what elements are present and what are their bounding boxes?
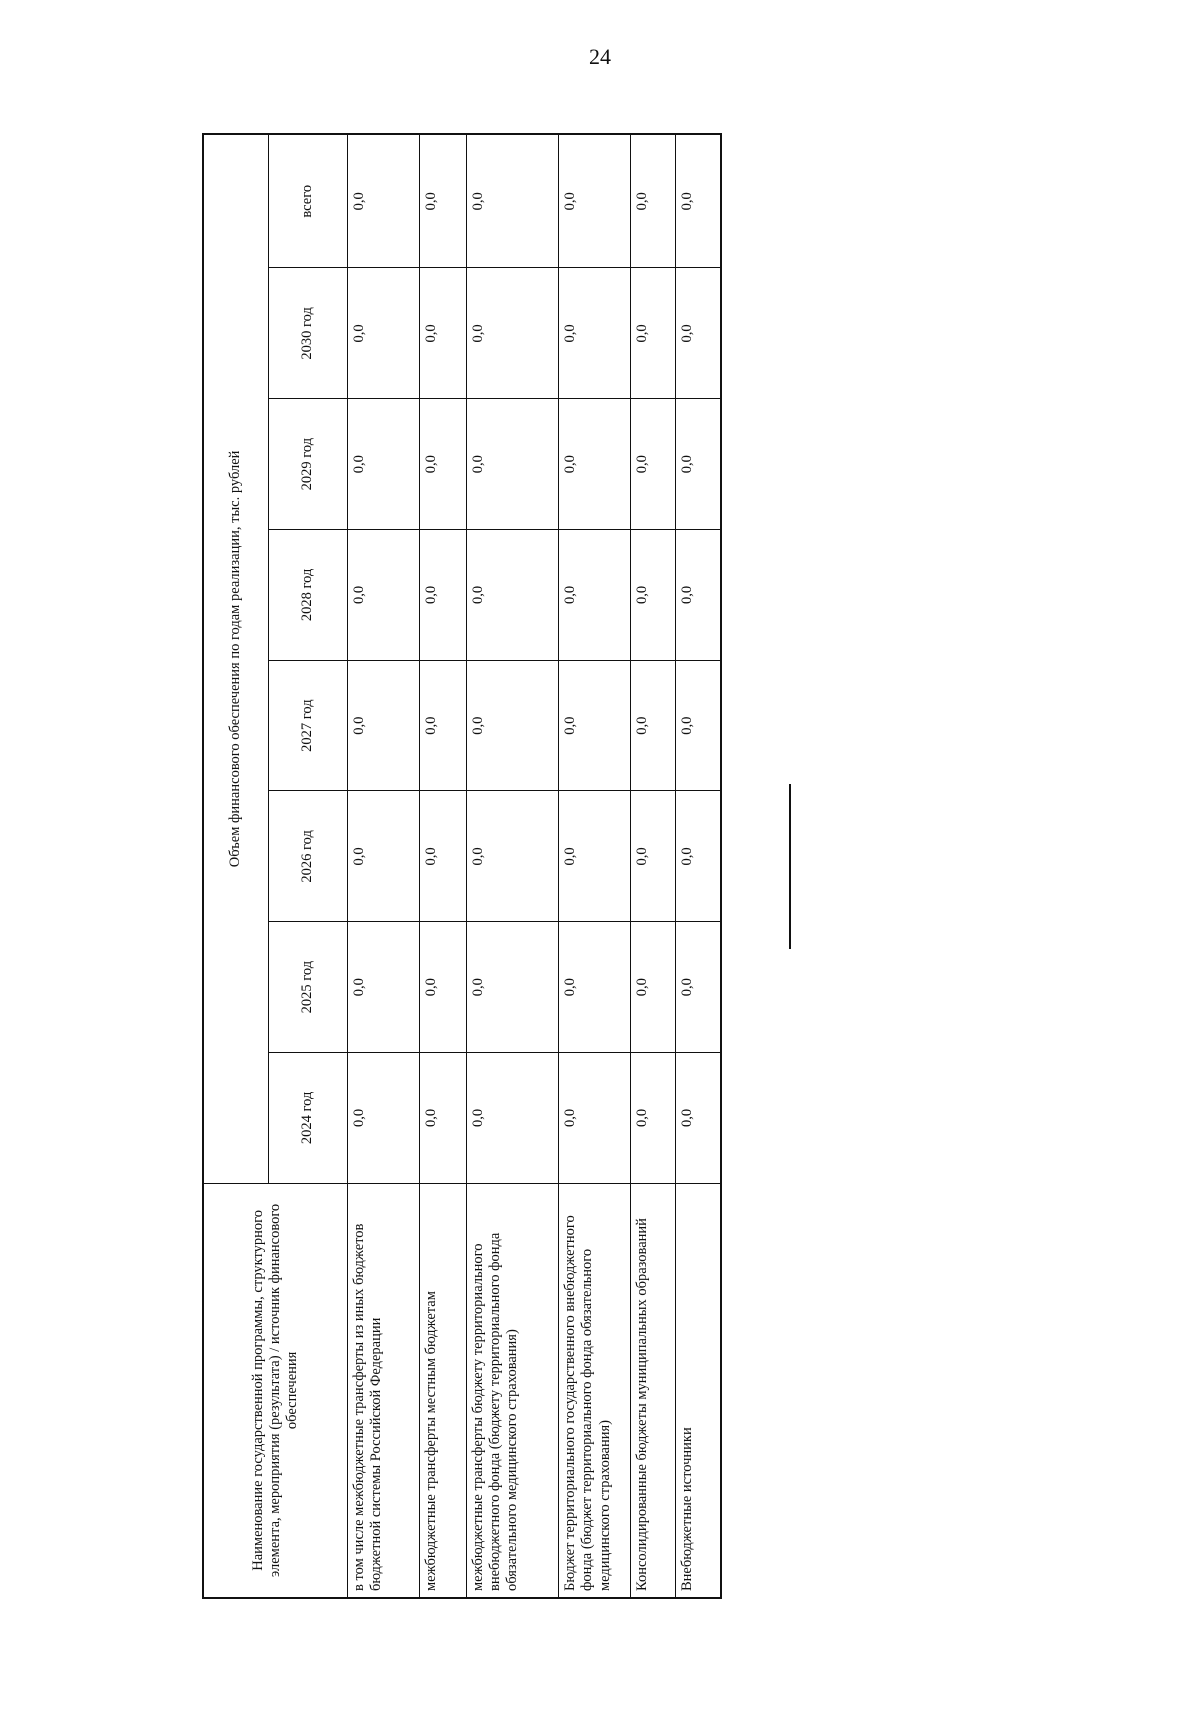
row-value-cell: 0,0 xyxy=(559,1053,631,1184)
row-value-cell: 0,0 xyxy=(348,1053,420,1184)
row-value-cell: 0,0 xyxy=(467,530,559,661)
row-name-cell: Бюджет территориального государственного внебюджетного фонда (бюджет территориального фонда обязательного медицинского страхования) xyxy=(559,1183,631,1598)
row-value-cell: 0,0 xyxy=(348,791,420,922)
divider-line xyxy=(789,784,791,949)
row-value-cell: 0,0 xyxy=(348,134,420,268)
header-year-cell: 2024 год xyxy=(269,1053,348,1184)
table-row xyxy=(348,134,420,1598)
row-value-cell: 0,0 xyxy=(419,134,466,268)
row-value-cell: 0,0 xyxy=(631,791,676,922)
table-body xyxy=(348,134,722,1598)
row-value-cell: 0,0 xyxy=(631,530,676,661)
header-year-cell: 2029 год xyxy=(269,399,348,530)
row-value-cell: 0,0 xyxy=(676,791,721,922)
row-value-cell: 0,0 xyxy=(631,399,676,530)
row-name-cell: межбюджетные трансферты местным бюджетам xyxy=(419,1183,466,1598)
table-wrapper xyxy=(202,133,722,1599)
row-value-cell: 0,0 xyxy=(559,268,631,399)
row-value-cell: 0,0 xyxy=(348,922,420,1053)
row-value-cell: 0,0 xyxy=(676,922,721,1053)
row-value-cell: 0,0 xyxy=(676,399,721,530)
row-value-cell: 0,0 xyxy=(559,530,631,661)
header-year-cell: 2030 год xyxy=(269,268,348,399)
row-value-cell: 0,0 xyxy=(467,1053,559,1184)
row-value-cell: 0,0 xyxy=(467,134,559,268)
row-value-cell: 0,0 xyxy=(559,660,631,791)
row-value-cell: 0,0 xyxy=(419,791,466,922)
row-value-cell: 0,0 xyxy=(559,134,631,268)
header-year-cell: 2025 год xyxy=(269,922,348,1053)
row-value-cell: 0,0 xyxy=(676,1053,721,1184)
row-value-cell: 0,0 xyxy=(419,922,466,1053)
row-value-cell: 0,0 xyxy=(348,530,420,661)
row-value-cell: 0,0 xyxy=(419,268,466,399)
row-value-cell: 0,0 xyxy=(631,134,676,268)
table-row xyxy=(631,134,676,1598)
table-row xyxy=(559,134,631,1598)
header-row-group xyxy=(203,134,269,1598)
row-value-cell: 0,0 xyxy=(467,399,559,530)
row-value-cell: 0,0 xyxy=(631,1053,676,1184)
row-value-cell: 0,0 xyxy=(676,268,721,399)
table-row xyxy=(676,134,721,1598)
row-value-cell: 0,0 xyxy=(419,530,466,661)
row-value-cell: 0,0 xyxy=(348,660,420,791)
header-year-cell: 2026 год xyxy=(269,791,348,922)
header-year-cell: 2027 год xyxy=(269,660,348,791)
row-value-cell: 0,0 xyxy=(631,660,676,791)
header-total-cell: всего xyxy=(269,134,348,268)
row-value-cell: 0,0 xyxy=(559,922,631,1053)
row-value-cell: 0,0 xyxy=(419,399,466,530)
table-row xyxy=(467,134,559,1598)
row-value-cell: 0,0 xyxy=(419,660,466,791)
header-year-cell: 2028 год xyxy=(269,530,348,661)
row-value-cell: 0,0 xyxy=(676,530,721,661)
row-value-cell: 0,0 xyxy=(631,268,676,399)
table-row xyxy=(419,134,466,1598)
row-value-cell: 0,0 xyxy=(631,922,676,1053)
rotated-table-container xyxy=(202,133,722,1599)
row-value-cell: 0,0 xyxy=(559,399,631,530)
page-number: 24 xyxy=(589,44,611,69)
row-value-cell: 0,0 xyxy=(419,1053,466,1184)
row-value-cell: 0,0 xyxy=(348,268,420,399)
row-name-cell: в том числе межбюджетные трансферты из иных бюджетов бюджетной системы Российской Федерации xyxy=(348,1183,420,1598)
row-name-cell: Консолидированные бюджеты муниципальных образований xyxy=(631,1183,676,1598)
row-value-cell: 0,0 xyxy=(676,134,721,268)
row-value-cell: 0,0 xyxy=(559,791,631,922)
row-value-cell: 0,0 xyxy=(467,268,559,399)
row-value-cell: 0,0 xyxy=(467,922,559,1053)
row-value-cell: 0,0 xyxy=(676,660,721,791)
row-name-cell: Внебюджетные источники xyxy=(676,1183,721,1598)
header-group-cell: Объем финансового обеспечения по годам реализации, тыс. рублей xyxy=(203,134,269,1183)
header-name-cell: Наименование государственной программы, структурного элемента, мероприятия (результата) / источник финансового обеспечения xyxy=(203,1183,348,1598)
row-value-cell: 0,0 xyxy=(467,791,559,922)
financing-table xyxy=(202,133,722,1599)
row-value-cell: 0,0 xyxy=(467,660,559,791)
row-value-cell: 0,0 xyxy=(348,399,420,530)
row-name-cell: межбюджетные трансферты бюджету территориального внебюджетного фонда (бюджету территориального фонда обязательного медицинского страхования) xyxy=(467,1183,559,1598)
